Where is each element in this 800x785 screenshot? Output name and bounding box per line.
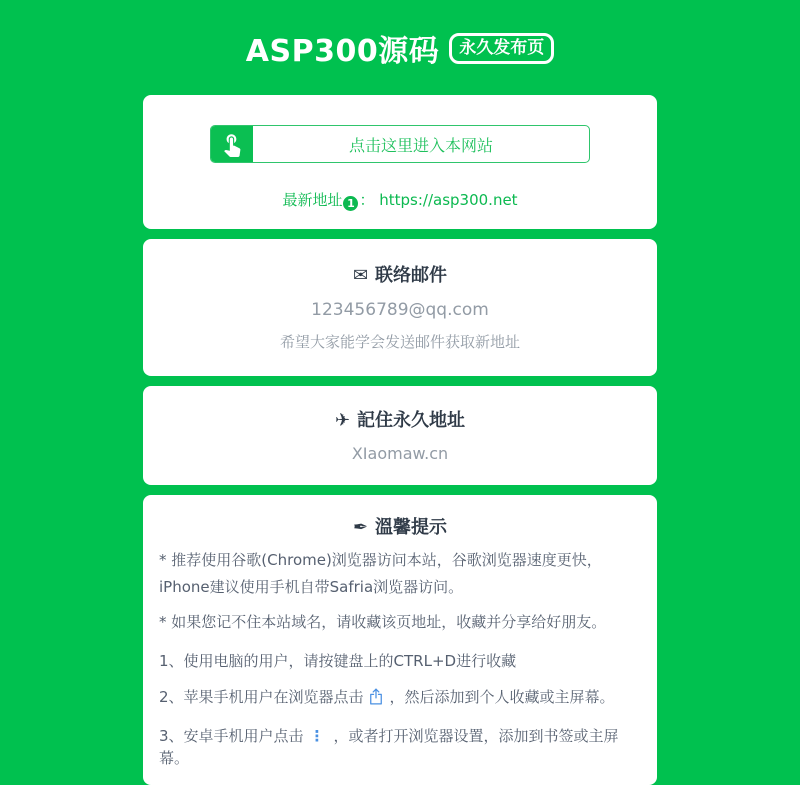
contact-title-text: 联络邮件: [375, 265, 448, 286]
envelope-icon: ✉: [352, 265, 369, 286]
contact-note: 希望大家能学会发送邮件获取新地址: [279, 333, 520, 351]
airplane-icon: ✈: [334, 410, 351, 431]
contact-card-title: [143, 261, 657, 287]
enter-site-button[interactable]: [210, 125, 590, 163]
entry-card: [143, 95, 657, 229]
tip-item-android-pre: 3、安卓手机用户点击: [159, 727, 304, 745]
permanent-title-text: 記住永久地址: [357, 410, 466, 431]
ios-share-icon: [369, 688, 383, 711]
enter-site-button-label: 点击这里进入本网站: [348, 135, 493, 155]
latest-address-line: [143, 189, 657, 211]
tips-card-title: [159, 513, 641, 539]
latest-address-label: 最新地址: [282, 191, 343, 209]
tip-item-android: [159, 725, 641, 769]
latest-address-separator: ：: [359, 191, 375, 209]
permanent-address-card: [143, 386, 657, 485]
permanent-card-title: [143, 406, 657, 432]
permanent-page-badge: 永久发布页: [449, 33, 554, 64]
main-content: [143, 95, 657, 785]
permanent-domain: XIaomaw.cn: [351, 444, 449, 463]
contact-email: 123456789@qq.com: [311, 300, 489, 320]
page-header: [0, 0, 800, 70]
vertical-dots-icon: ⋮: [309, 727, 325, 745]
tip-item-iphone-post: ，然后添加到个人收藏或主屏幕。: [389, 688, 615, 706]
tip-item-iphone-pre: 2、苹果手机用户在浏览器点击: [159, 688, 364, 706]
tip-bookmark: * 如果您记不住本站域名，请收藏该页地址，收藏并分享给好朋友。: [159, 613, 607, 631]
tip-item-pc: 1、使用电脑的用户，请按键盘上的CTRL+D进行收藏: [159, 652, 517, 670]
contact-card: [143, 239, 657, 376]
latest-address-link[interactable]: https://asp300.net: [379, 191, 518, 209]
tip-browser: * 推荐使用谷歌(Chrome)浏览器访问本站，谷歌浏览器速度更快，iPhone建议使用手机自带Safria浏览器访问。: [159, 551, 602, 596]
tip-item-iphone: [159, 686, 641, 711]
circled-one-icon: 1: [343, 196, 358, 211]
site-title: ASP300源码: [245, 34, 440, 69]
tips-card: [143, 495, 657, 785]
tips-title-text: 溫馨提示: [375, 517, 448, 538]
tip-item-android-post: ，或者打开浏览器设置，添加到书签或主屏幕。: [159, 727, 619, 767]
pen-icon: ✒: [352, 517, 369, 538]
tap-icon: [211, 126, 253, 162]
